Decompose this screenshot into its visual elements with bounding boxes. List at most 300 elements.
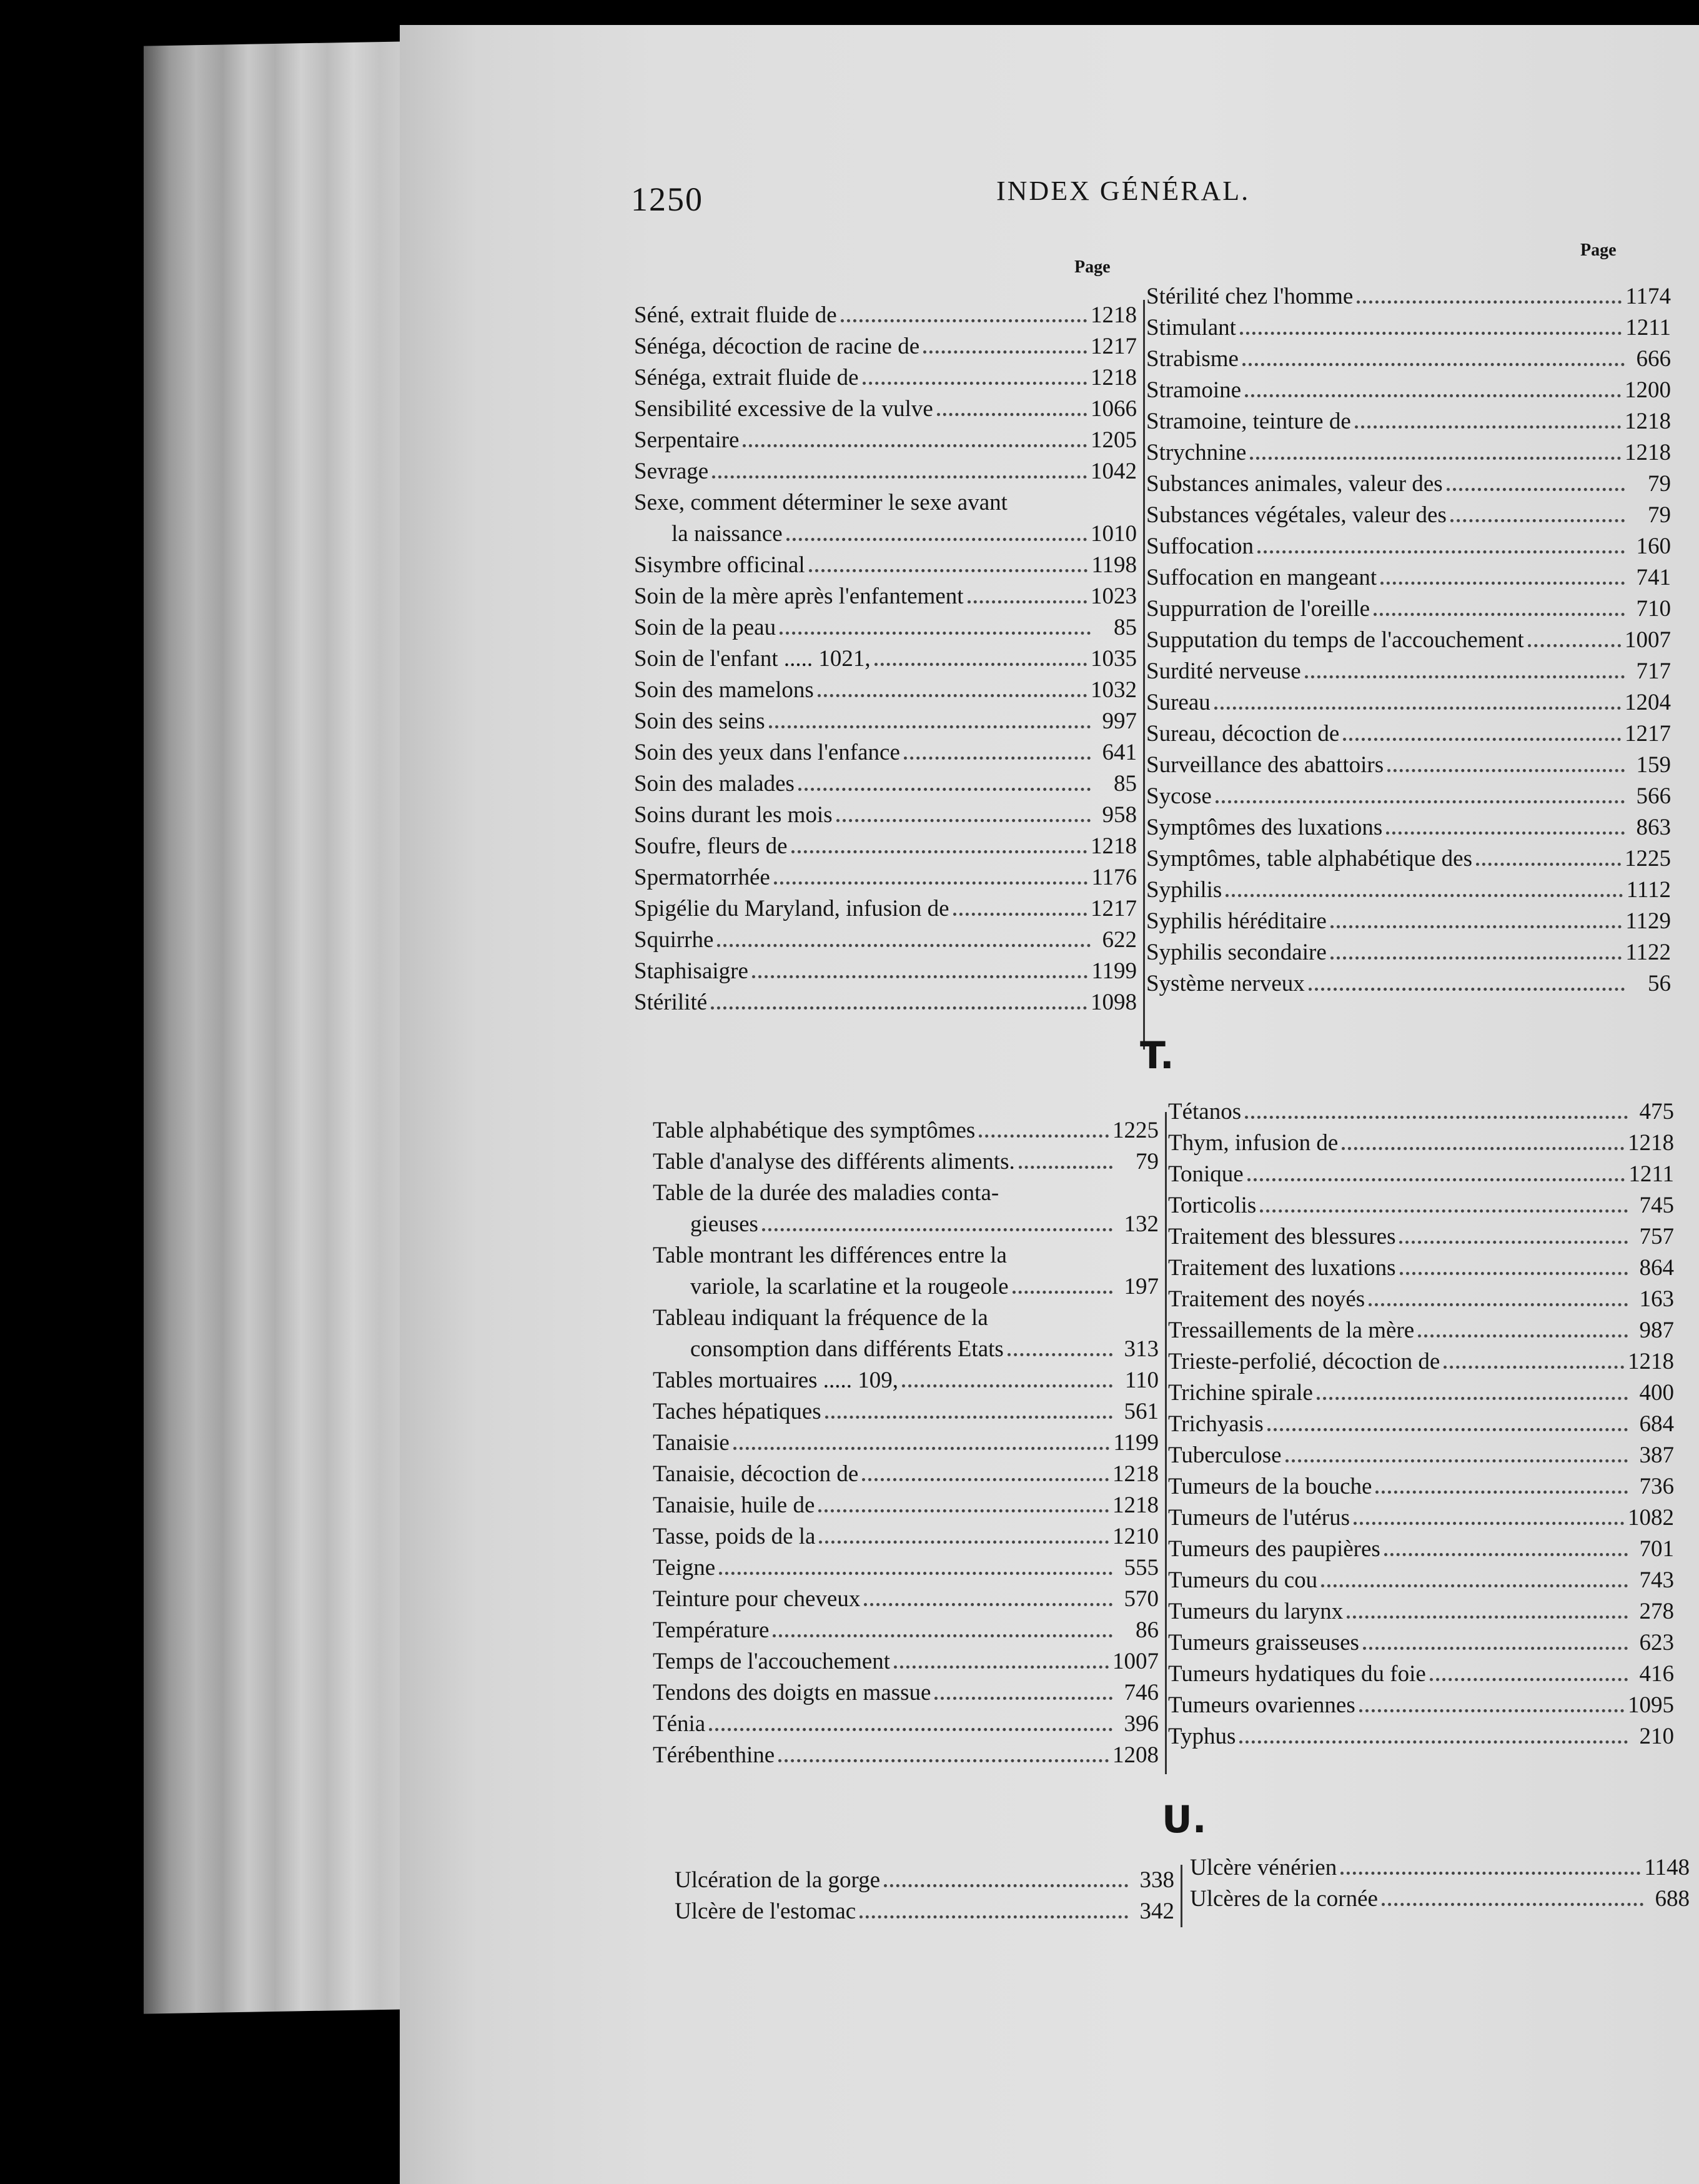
index-entry-page: 1218 bbox=[1625, 409, 1671, 434]
index-entry-term: Torticolis bbox=[1168, 1193, 1257, 1218]
index-entry bbox=[1168, 1502, 1674, 1534]
index-entry bbox=[1168, 1221, 1674, 1253]
index-entry bbox=[1168, 1690, 1674, 1721]
index-entry bbox=[634, 800, 1137, 831]
index-entry-page: 387 bbox=[1639, 1442, 1674, 1468]
dot-leader bbox=[1267, 1428, 1628, 1431]
index-entry-page: 210 bbox=[1639, 1724, 1674, 1749]
index-entry bbox=[653, 1521, 1159, 1552]
index-entry-page: 1225 bbox=[1625, 846, 1671, 871]
index-entry-term: Tumeurs graisseuses bbox=[1168, 1630, 1359, 1655]
index-entry-term: Tasse, poids de la bbox=[653, 1524, 816, 1549]
index-entry-term: Trieste-perfolié, décoction de bbox=[1168, 1349, 1440, 1374]
index-entry-page: 566 bbox=[1636, 783, 1671, 809]
index-entry bbox=[1146, 968, 1671, 1000]
dot-leader bbox=[862, 1478, 1109, 1481]
index-entry-term: Suppurration de l'oreille bbox=[1146, 596, 1370, 622]
index-entry bbox=[653, 1115, 1159, 1146]
dot-leader bbox=[1309, 988, 1625, 991]
index-entry-page: 110 bbox=[1124, 1367, 1159, 1393]
index-entry-page: 1176 bbox=[1091, 865, 1137, 890]
dot-leader bbox=[1354, 1522, 1624, 1525]
column-divider-t bbox=[1165, 1112, 1167, 1774]
index-entry-page: 1122 bbox=[1625, 940, 1671, 965]
index-entry bbox=[1190, 1884, 1690, 1915]
index-entry bbox=[1168, 1315, 1674, 1346]
index-entry-page: 1148 bbox=[1644, 1855, 1690, 1880]
index-entry bbox=[1146, 531, 1671, 562]
index-entry-page: 746 bbox=[1124, 1680, 1159, 1705]
index-entry-term: Soufre, fleurs de bbox=[634, 833, 788, 859]
dot-leader bbox=[1321, 1584, 1628, 1587]
index-entry bbox=[653, 1740, 1159, 1771]
index-entry-term: Tumeurs ovariennes bbox=[1168, 1692, 1355, 1718]
index-entry-term: Tumeurs hydatiques du foie bbox=[1168, 1661, 1426, 1687]
index-entry-page: 1035 bbox=[1091, 646, 1137, 672]
index-entry-page: 313 bbox=[1124, 1336, 1159, 1362]
index-entry-page: 1066 bbox=[1091, 396, 1137, 422]
section-t-left-column bbox=[653, 1115, 1159, 1771]
index-entry bbox=[1190, 1852, 1690, 1884]
dot-leader bbox=[743, 444, 1087, 447]
index-entry-page: 163 bbox=[1639, 1286, 1674, 1312]
dot-leader bbox=[1400, 1272, 1628, 1275]
page-column-label-right: Page bbox=[1580, 241, 1617, 260]
index-entry-page: 1218 bbox=[1091, 302, 1137, 328]
dot-leader bbox=[1359, 1709, 1624, 1712]
index-entry bbox=[653, 1178, 1159, 1209]
index-entry-page: 416 bbox=[1639, 1661, 1674, 1687]
index-entry bbox=[634, 768, 1137, 800]
dot-leader bbox=[798, 788, 1091, 791]
section-s-right-column bbox=[1146, 281, 1671, 1000]
dot-leader bbox=[1387, 769, 1625, 772]
index-entry bbox=[1168, 1284, 1674, 1315]
index-entry-term: Tumeurs de l'utérus bbox=[1168, 1505, 1350, 1531]
index-entry-page: 757 bbox=[1639, 1224, 1674, 1249]
index-entry-term: la naissance bbox=[671, 521, 783, 547]
dot-leader bbox=[1375, 1491, 1628, 1494]
index-entry bbox=[1146, 937, 1671, 968]
index-entry-page: 1023 bbox=[1091, 583, 1137, 609]
dot-leader bbox=[1357, 300, 1622, 304]
index-entry-page: 863 bbox=[1636, 815, 1671, 840]
index-entry bbox=[1146, 500, 1671, 531]
dot-leader bbox=[1239, 1740, 1628, 1744]
index-entry-term: Table de la durée des maladies conta- bbox=[653, 1180, 999, 1206]
dot-leader bbox=[1363, 1647, 1628, 1650]
index-entry bbox=[634, 893, 1137, 925]
index-entry-term: Temps de l'accouchement bbox=[653, 1649, 891, 1674]
index-entry-term: Sureau bbox=[1146, 690, 1211, 715]
index-entry bbox=[634, 612, 1137, 643]
index-entry-page: 1217 bbox=[1091, 896, 1137, 921]
index-entry bbox=[653, 1396, 1159, 1427]
index-entry-page: 1198 bbox=[1091, 552, 1137, 578]
index-entry-page: 86 bbox=[1136, 1617, 1159, 1643]
dot-leader bbox=[1257, 550, 1625, 553]
index-entry bbox=[653, 1677, 1159, 1709]
index-entry-term: Ulcération de la gorge bbox=[675, 1867, 881, 1893]
index-entry-page: 1217 bbox=[1625, 721, 1671, 747]
index-entry-term: Table d'analyse des différents aliments. bbox=[653, 1149, 1015, 1174]
index-entry-page: 1218 bbox=[1112, 1461, 1159, 1487]
dot-leader bbox=[836, 819, 1091, 822]
index-entry-page: 197 bbox=[1124, 1274, 1159, 1299]
dot-leader bbox=[733, 1447, 1110, 1450]
index-entry-page: 159 bbox=[1636, 752, 1671, 778]
index-entry-page: 1199 bbox=[1091, 958, 1137, 984]
index-entry-term: Soins durant les mois bbox=[634, 802, 833, 828]
index-entry-term: Strychnine bbox=[1146, 440, 1247, 465]
index-entry bbox=[634, 487, 1137, 519]
index-entry bbox=[1168, 1377, 1674, 1409]
section-u-left-column bbox=[675, 1865, 1174, 1927]
dot-leader bbox=[1245, 394, 1621, 397]
dot-leader bbox=[786, 538, 1087, 541]
index-entry-term: Traitement des luxations bbox=[1168, 1255, 1396, 1281]
index-entry-term: Table montrant les différences entre la bbox=[653, 1243, 1007, 1268]
dot-leader bbox=[762, 1228, 1112, 1231]
index-entry-term: Supputation du temps de l'accouchement bbox=[1146, 627, 1524, 653]
index-entry-page: 1218 bbox=[1091, 365, 1137, 390]
index-entry-term: Ténia bbox=[653, 1711, 706, 1737]
index-entry-page: 987 bbox=[1639, 1318, 1674, 1343]
dot-leader bbox=[1355, 425, 1621, 429]
index-entry-page: 1218 bbox=[1628, 1130, 1674, 1156]
dot-leader bbox=[1430, 1678, 1628, 1681]
dot-leader bbox=[1382, 1903, 1643, 1906]
index-entry-page: 561 bbox=[1124, 1399, 1159, 1424]
dot-leader bbox=[1343, 738, 1621, 741]
index-entry-term: Soin des seins bbox=[634, 708, 765, 734]
index-entry bbox=[1146, 375, 1671, 406]
dot-leader bbox=[717, 944, 1091, 947]
dot-leader bbox=[1340, 1872, 1640, 1875]
index-entry-term: consomption dans différents Etats bbox=[690, 1336, 1004, 1362]
index-entry bbox=[1146, 344, 1671, 375]
index-entry-page: 745 bbox=[1639, 1193, 1674, 1218]
index-entry-term: Séné, extrait fluide de bbox=[634, 302, 837, 328]
dot-leader bbox=[825, 1416, 1112, 1419]
index-entry-page: 1208 bbox=[1112, 1742, 1159, 1768]
index-entry bbox=[1146, 625, 1671, 656]
index-entry-term: Thym, infusion de bbox=[1168, 1130, 1339, 1156]
index-entry bbox=[634, 550, 1137, 581]
dot-leader bbox=[774, 881, 1088, 885]
index-entry bbox=[653, 1209, 1159, 1240]
dot-leader bbox=[1330, 956, 1622, 960]
dot-leader bbox=[859, 1915, 1128, 1918]
index-entry bbox=[634, 643, 1137, 675]
index-page bbox=[400, 25, 1699, 2184]
index-entry-term: Traitement des blessures bbox=[1168, 1224, 1396, 1249]
dot-leader bbox=[1240, 332, 1622, 335]
column-divider-u bbox=[1181, 1865, 1182, 1927]
index-entry-page: 864 bbox=[1639, 1255, 1674, 1281]
dot-leader bbox=[864, 1603, 1112, 1606]
index-entry bbox=[1168, 1596, 1674, 1627]
dot-leader bbox=[1447, 488, 1625, 491]
index-entry-page: 1218 bbox=[1112, 1492, 1159, 1518]
index-entry bbox=[634, 862, 1137, 893]
dot-leader bbox=[1305, 675, 1625, 678]
dot-leader bbox=[778, 1759, 1109, 1762]
index-entry-term: Trichine spirale bbox=[1168, 1380, 1313, 1406]
index-entry bbox=[634, 300, 1137, 331]
index-entry bbox=[1146, 750, 1671, 781]
index-entry-page: 396 bbox=[1124, 1711, 1159, 1737]
index-entry bbox=[1146, 687, 1671, 718]
dot-leader bbox=[1250, 457, 1621, 460]
index-entry-term: Tonique bbox=[1168, 1161, 1244, 1187]
dot-leader bbox=[841, 319, 1087, 322]
index-entry-page: 1095 bbox=[1628, 1692, 1674, 1718]
index-entry-term: Tumeurs de la bouche bbox=[1168, 1474, 1372, 1499]
dot-leader bbox=[712, 475, 1087, 479]
index-entry bbox=[634, 581, 1137, 612]
dot-leader bbox=[780, 632, 1091, 635]
index-entry-page: 1032 bbox=[1091, 677, 1137, 703]
dot-leader bbox=[1317, 1397, 1628, 1400]
index-entry-term: Térébenthine bbox=[653, 1742, 775, 1768]
index-entry bbox=[634, 956, 1137, 987]
index-entry-term: Sénéga, extrait fluide de bbox=[634, 365, 859, 390]
dot-leader bbox=[1444, 1366, 1624, 1369]
index-entry-term: Syphilis héréditaire bbox=[1146, 908, 1327, 934]
index-entry-term: gieuses bbox=[690, 1211, 758, 1237]
dot-leader bbox=[1528, 644, 1621, 647]
index-entry-page: 1210 bbox=[1112, 1524, 1159, 1549]
dot-leader bbox=[1247, 1178, 1625, 1181]
index-entry-term: Suffocation bbox=[1146, 534, 1254, 559]
index-entry-page: 717 bbox=[1636, 658, 1671, 684]
dot-leader bbox=[769, 725, 1091, 728]
index-entry-page: 1007 bbox=[1112, 1649, 1159, 1674]
index-entry-page: 997 bbox=[1102, 708, 1137, 734]
index-entry-page: 958 bbox=[1102, 802, 1137, 828]
index-entry-term: Sureau, décoction de bbox=[1146, 721, 1340, 747]
index-entry bbox=[1146, 718, 1671, 750]
dot-leader bbox=[1226, 894, 1622, 897]
index-entry-page: 79 bbox=[1648, 471, 1671, 497]
index-entry bbox=[653, 1146, 1159, 1178]
index-entry bbox=[653, 1459, 1159, 1490]
index-entry-term: Substances animales, valeur des bbox=[1146, 471, 1443, 497]
dot-leader bbox=[1369, 1303, 1628, 1306]
index-entry-term: Symptômes, table alphabétique des bbox=[1146, 846, 1472, 871]
dot-leader bbox=[719, 1572, 1112, 1575]
index-entry-term: Soin de la mère après l'enfantement bbox=[634, 583, 964, 609]
index-entry-page: 1211 bbox=[1628, 1161, 1674, 1187]
dot-leader bbox=[711, 1006, 1087, 1010]
index-entry-page: 710 bbox=[1636, 596, 1671, 622]
dot-leader bbox=[752, 975, 1087, 978]
index-entry bbox=[634, 675, 1137, 706]
index-entry bbox=[1168, 1190, 1674, 1221]
index-entry bbox=[1168, 1627, 1674, 1659]
index-entry bbox=[653, 1365, 1159, 1396]
index-entry bbox=[653, 1303, 1159, 1334]
index-entry-term: Symptômes des luxations bbox=[1146, 815, 1383, 840]
dot-leader bbox=[863, 382, 1087, 385]
dot-leader bbox=[937, 413, 1087, 416]
index-entry-page: 85 bbox=[1114, 615, 1137, 640]
index-entry bbox=[634, 831, 1137, 862]
index-entry bbox=[1146, 906, 1671, 937]
dot-leader bbox=[1019, 1166, 1112, 1169]
dot-leader bbox=[1386, 831, 1625, 835]
index-entry bbox=[1168, 1253, 1674, 1284]
index-entry-term: Tumeurs des paupières bbox=[1168, 1536, 1380, 1562]
index-entry-page: 1129 bbox=[1625, 908, 1671, 934]
index-entry-term: Taches hépatiques bbox=[653, 1399, 821, 1424]
index-entry bbox=[653, 1584, 1159, 1615]
index-entry bbox=[1168, 1409, 1674, 1440]
index-entry bbox=[1146, 875, 1671, 906]
index-entry-term: Soin des yeux dans l'enfance bbox=[634, 740, 900, 765]
index-entry-term: Squirrhe bbox=[634, 927, 714, 953]
dot-leader bbox=[709, 1728, 1112, 1731]
dot-leader bbox=[884, 1884, 1128, 1887]
index-entry-term: Stimulant bbox=[1146, 315, 1236, 340]
index-entry-page: 85 bbox=[1114, 771, 1137, 797]
index-entry-term: Table alphabétique des symptômes bbox=[653, 1118, 976, 1143]
index-entry bbox=[1146, 406, 1671, 437]
index-entry-term: Soin de la peau bbox=[634, 615, 776, 640]
index-entry-page: 1218 bbox=[1625, 440, 1671, 465]
page-title: INDEX GÉNÉRAL. bbox=[996, 176, 1251, 206]
index-entry-term: Suffocation en mangeant bbox=[1146, 565, 1377, 590]
index-entry-term: Strabisme bbox=[1146, 346, 1239, 372]
index-entry bbox=[653, 1646, 1159, 1677]
index-entry-term: Tendons des doigts en massue bbox=[653, 1680, 931, 1705]
index-entry bbox=[653, 1427, 1159, 1459]
index-entry bbox=[653, 1615, 1159, 1646]
index-entry-term: Stérilité chez l'homme bbox=[1146, 284, 1354, 309]
index-entry-term: Sisymbre officinal bbox=[634, 552, 805, 578]
index-entry-term: Tanaisie bbox=[653, 1430, 730, 1456]
index-entry-page: 1218 bbox=[1091, 833, 1137, 859]
index-entry-term: Teinture pour cheveux bbox=[653, 1586, 861, 1612]
index-entry-page: 684 bbox=[1639, 1411, 1674, 1437]
index-entry-page: 1199 bbox=[1113, 1430, 1159, 1456]
index-entry-page: 278 bbox=[1639, 1599, 1674, 1624]
index-entry-page: 132 bbox=[1124, 1211, 1159, 1237]
index-entry-term: Syphilis bbox=[1146, 877, 1222, 903]
index-entry-term: Syphilis secondaire bbox=[1146, 940, 1327, 965]
dot-leader bbox=[923, 350, 1087, 354]
index-entry-term: Système nerveux bbox=[1146, 971, 1305, 996]
index-entry-page: 688 bbox=[1655, 1886, 1690, 1912]
index-entry-page: 1204 bbox=[1625, 690, 1671, 715]
index-entry-term: Ulcère vénérien bbox=[1190, 1855, 1337, 1880]
index-entry-page: 475 bbox=[1639, 1099, 1674, 1124]
index-entry-page: 338 bbox=[1139, 1867, 1174, 1893]
index-entry-term: Spermatorrhée bbox=[634, 865, 770, 890]
index-entry-term: Sycose bbox=[1146, 783, 1212, 809]
dot-leader bbox=[818, 1509, 1109, 1512]
dot-leader bbox=[1214, 707, 1621, 710]
index-entry-term: Tuberculose bbox=[1168, 1442, 1282, 1468]
index-entry-term: Tanaisie, décoction de bbox=[653, 1461, 859, 1487]
index-entry bbox=[1146, 281, 1671, 312]
dot-leader bbox=[968, 600, 1087, 603]
index-entry bbox=[653, 1271, 1159, 1303]
index-entry-term: Soin des malades bbox=[634, 771, 795, 797]
index-entry bbox=[634, 706, 1137, 737]
index-entry bbox=[634, 737, 1137, 768]
dot-leader bbox=[1285, 1459, 1628, 1462]
index-entry-term: Ulcère de l'estomac bbox=[675, 1899, 856, 1924]
dot-leader bbox=[773, 1634, 1112, 1637]
index-entry-term: Serpentaire bbox=[634, 427, 740, 453]
index-entry-page: 1211 bbox=[1625, 315, 1671, 340]
dot-leader bbox=[1245, 1116, 1628, 1119]
dot-leader bbox=[894, 1665, 1109, 1669]
dot-leader bbox=[902, 1384, 1112, 1387]
index-entry bbox=[1168, 1721, 1674, 1752]
section-letter-u: U. bbox=[1162, 1798, 1207, 1842]
index-entry-term: Typhus bbox=[1168, 1724, 1236, 1749]
dot-leader bbox=[819, 1541, 1109, 1544]
index-entry bbox=[1168, 1159, 1674, 1190]
index-entry-page: 555 bbox=[1124, 1555, 1159, 1581]
index-entry-page: 1200 bbox=[1625, 377, 1671, 403]
index-entry bbox=[1168, 1471, 1674, 1502]
index-entry-page: 160 bbox=[1636, 534, 1671, 559]
index-entry bbox=[634, 394, 1137, 425]
dot-leader bbox=[1380, 582, 1625, 585]
index-entry-page: 1205 bbox=[1091, 427, 1137, 453]
index-entry-term: Tressaillements de la mère bbox=[1168, 1318, 1415, 1343]
index-entry bbox=[1146, 656, 1671, 687]
index-entry-term: Tableau indiquant la fréquence de la bbox=[653, 1305, 988, 1331]
dot-leader bbox=[1450, 519, 1625, 522]
index-entry-term: variole, la scarlatine et la rougeole bbox=[690, 1274, 1009, 1299]
index-entry bbox=[1146, 812, 1671, 843]
index-entry bbox=[634, 987, 1137, 1018]
index-entry-page: 641 bbox=[1102, 740, 1137, 765]
index-entry bbox=[653, 1334, 1159, 1365]
index-entry bbox=[1146, 469, 1671, 500]
index-entry bbox=[1146, 437, 1671, 469]
index-entry bbox=[634, 519, 1137, 550]
index-entry-page: 623 bbox=[1639, 1630, 1674, 1655]
dot-leader bbox=[934, 1697, 1112, 1700]
index-entry-term: Sexe, comment déterminer le sexe avant bbox=[634, 490, 1008, 515]
section-t-right-column bbox=[1168, 1096, 1674, 1752]
index-entry bbox=[634, 425, 1137, 456]
index-entry bbox=[1168, 1440, 1674, 1471]
index-entry bbox=[634, 331, 1137, 362]
index-entry bbox=[1146, 312, 1671, 344]
index-entry-page: 622 bbox=[1102, 927, 1137, 953]
index-entry-page: 1217 bbox=[1091, 334, 1137, 359]
index-entry-term: Stérilité bbox=[634, 990, 708, 1015]
dot-leader bbox=[809, 569, 1088, 572]
index-entry-term: Traitement des noyés bbox=[1168, 1286, 1365, 1312]
section-s-left-column bbox=[634, 300, 1137, 1018]
page-number: 1250 bbox=[631, 181, 703, 218]
index-entry bbox=[1168, 1346, 1674, 1377]
index-entry-term: Surdité nerveuse bbox=[1146, 658, 1301, 684]
index-entry-page: 1174 bbox=[1625, 284, 1671, 309]
index-entry bbox=[675, 1865, 1174, 1896]
index-entry bbox=[634, 456, 1137, 487]
index-entry-page: 741 bbox=[1636, 565, 1671, 590]
index-entry-page: 1112 bbox=[1626, 877, 1671, 903]
